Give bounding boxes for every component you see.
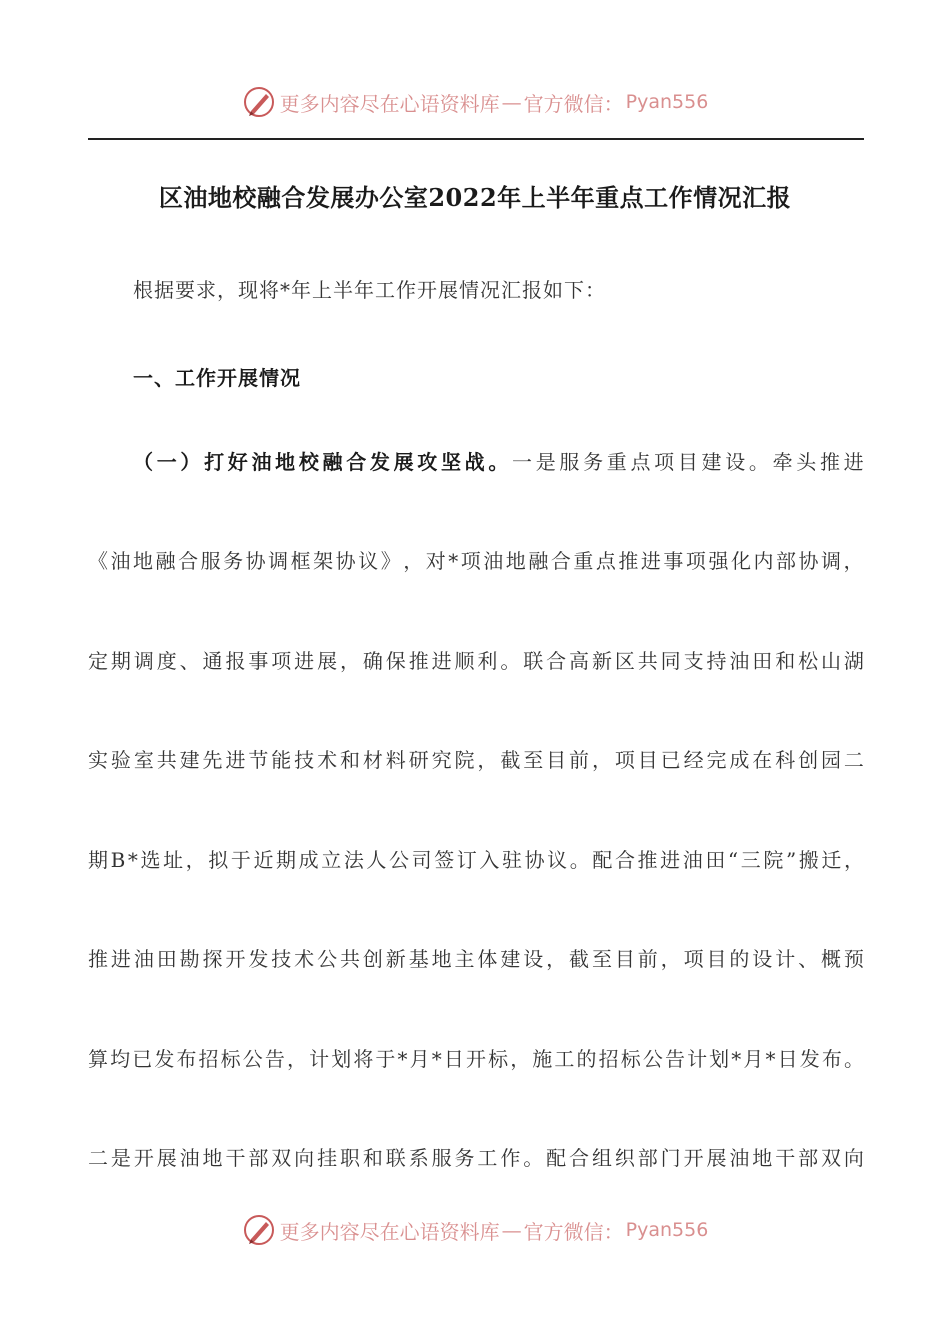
- watermark-id: Pyan556: [625, 91, 709, 113]
- body-line-8: 二 是 开 展 油 地 干 部 双 向 挂 职 和 联 系 服 务 工 作 。 配 合 组 织 部 门 开 展 油 地 干 部 双 向: [88, 1146, 864, 1170]
- footer-watermark: [0, 1210, 950, 1250]
- body-line-1: （ 一 ） 打 好 油 地 校 融 合 发 展 攻 坚 战 。 一 是 服 务 重 点 项 目 建 设 。 牵 头 推 进: [133, 450, 864, 474]
- watermark-separator: —: [501, 90, 522, 114]
- body-line-6: 推 进 油 田 勘 探 开 发 技 术 公 共 创 新 基 地 主 体 建 设 ， 截 至 目 前 ， 项 目 的 设 计 、 概 预: [88, 947, 864, 971]
- header-divider: [88, 138, 864, 140]
- watermark-id: Pyan556: [625, 1219, 709, 1241]
- body-line-3: 定 期 调 度 、 通 报 事 项 进 展 ， 确 保 推 进 顺 利 。 联 合 高 新 区 共 同 支 持 油 田 和 松 山 湖: [88, 649, 864, 673]
- watermark-separator: —: [501, 1218, 522, 1242]
- watermark-label: 官方微信：: [523, 91, 624, 116]
- document-title: 区油地校融合发展办公室2022年上半年重点工作情况汇报: [158, 183, 792, 212]
- body-line-7: 算 均 已 发 布 招 标 公 告 ， 计 划 将 于 * 月 * 日 开 标 ， 施 工 的 招 标 公 告 计 划 * 月 * 日 发 布 。: [88, 1047, 864, 1071]
- pen-logo-icon: [242, 1213, 276, 1247]
- body-line-2: 《 油 地 融 合 服 务 协 调 框 架 协 议 》 ， 对 * 项 油 地 融 合 重 点 推 进 事 项 强 化 内 部 协 调 ，: [88, 549, 864, 573]
- body-line-4: 实 验 室 共 建 先 进 节 能 技 术 和 材 料 研 究 院 ， 截 至 目 前 ， 项 目 已 经 完 成 在 科 创 园 二: [88, 748, 864, 772]
- section-heading: 一、工作开展情况: [133, 366, 301, 390]
- pen-logo-icon: [242, 85, 276, 119]
- header-watermark: [0, 82, 950, 122]
- watermark-text: 更多内容尽在心语资料库: [279, 91, 500, 116]
- watermark-text: 更多内容尽在心语资料库: [279, 1219, 500, 1244]
- watermark-label: 官方微信：: [523, 1219, 624, 1244]
- intro-paragraph: 根据要求，现将*年上半年工作开展情况汇报如下：: [133, 278, 606, 302]
- body-line-5: 期 B * 选 址 ， 拟 于 近 期 成 立 法 人 公 司 签 订 入 驻 协 议 。 配 合 推 进 油 田 “ 三 院 ” 搬 迁 ，: [88, 848, 864, 872]
